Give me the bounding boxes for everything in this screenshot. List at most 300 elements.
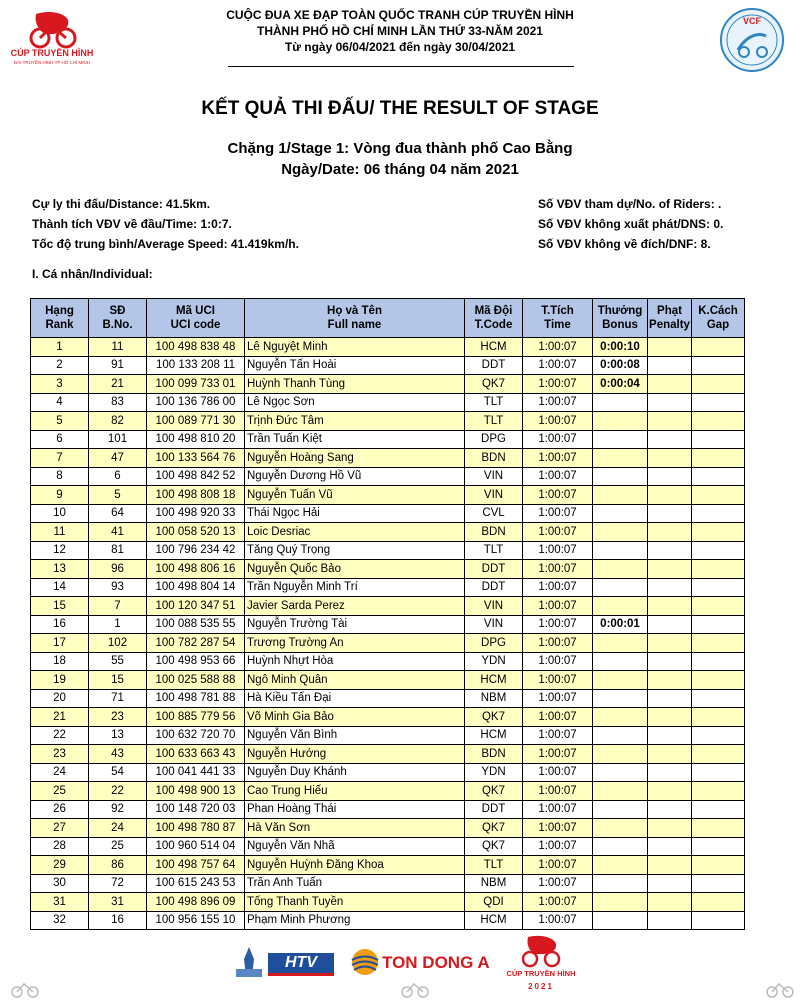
column-header-rank [31,299,89,338]
cell-rank: 28 [31,837,89,856]
cell-full-name: Trần Nguyễn Minh Trí [245,578,465,597]
ton-dong-a-globe-icon [350,947,380,982]
cell-bonus [593,800,648,819]
cell-bib-number: 43 [89,745,147,764]
table-row [31,689,745,708]
cell-gap [692,689,745,708]
table-row [31,856,745,875]
column-header-line: Gap [706,319,730,331]
cell-team-code: CVL [465,504,523,523]
cell-bonus [593,726,648,745]
cell-uci-code: 100 498 900 13 [147,782,245,801]
cell-uci-code: 100 633 663 43 [147,745,245,764]
cell-team-code: QK7 [465,819,523,838]
cell-full-name: Phan Hoàng Thái [245,800,465,819]
table-row [31,911,745,930]
cell-time: 1:00:07 [523,689,593,708]
cell-rank: 30 [31,874,89,893]
cell-bonus [593,782,648,801]
cell-team-code: QK7 [465,837,523,856]
cell-bonus: 0:00:01 [593,615,648,634]
column-header-line: Bonus [602,319,638,331]
cell-bonus: 0:00:10 [593,338,648,357]
cell-team-code: VIN [465,615,523,634]
cell-time: 1:00:07 [523,375,593,394]
cell-rank: 12 [31,541,89,560]
cell-time: 1:00:07 [523,763,593,782]
cell-team-code: VIN [465,467,523,486]
cell-uci-code: 100 498 757 64 [147,856,245,875]
cell-bib-number: 24 [89,819,147,838]
footer-sponsors [0,935,800,1000]
cell-full-name: Hà Văn Sơn [245,819,465,838]
cell-rank: 19 [31,671,89,690]
cell-bonus [593,671,648,690]
cup-truyen-hinh-logo [6,10,98,68]
cell-full-name: Trịnh Đức Tâm [245,412,465,431]
column-header-gap [692,299,745,338]
cell-full-name: Nguyễn Hoàng Sang [245,449,465,468]
cell-penalty [648,652,692,671]
table-row [31,708,745,727]
cell-full-name: Cao Trung Hiếu [245,782,465,801]
cell-penalty [648,560,692,579]
cell-time: 1:00:07 [523,541,593,560]
cell-bonus: 0:00:04 [593,375,648,394]
race-info-right [538,194,723,254]
cell-penalty [648,726,692,745]
cell-gap [692,800,745,819]
cell-rank: 7 [31,449,89,468]
column-header-penalty [648,299,692,338]
left-logo-text: CÚP TRUYỀN HÌNH [10,48,94,58]
cell-bonus [593,449,648,468]
cell-full-name: Lê Ngọc Sơn [245,393,465,412]
cell-uci-code: 100 498 810 20 [147,430,245,449]
cell-bonus [593,652,648,671]
cell-team-code: QK7 [465,782,523,801]
cell-rank: 26 [31,800,89,819]
cell-time: 1:00:07 [523,652,593,671]
riders-count-text: Số VĐV tham dự/No. of Riders: . [538,197,722,211]
cell-bib-number: 55 [89,652,147,671]
cell-full-name: Nguyễn Tấn Hoài [245,356,465,375]
column-header-line: Rank [45,319,74,331]
cell-gap [692,819,745,838]
cell-gap [692,652,745,671]
table-row [31,837,745,856]
table-row [31,726,745,745]
cell-full-name: Võ Minh Gia Bảo [245,708,465,727]
cell-bonus [593,819,648,838]
cell-time: 1:00:07 [523,782,593,801]
cell-team-code: TLT [465,412,523,431]
cell-rank: 8 [31,467,89,486]
cell-bonus [593,486,648,505]
cell-uci-code: 100 632 720 70 [147,726,245,745]
cell-rank: 31 [31,893,89,912]
cell-penalty [648,486,692,505]
cell-penalty [648,819,692,838]
cell-rank: 5 [31,412,89,431]
cell-penalty [648,412,692,431]
cell-gap [692,430,745,449]
cell-time: 1:00:07 [523,430,593,449]
cell-bonus [593,708,648,727]
cell-time: 1:00:07 [523,856,593,875]
cell-bonus [593,893,648,912]
column-header-uci-code [147,299,245,338]
left-logo-subtext: ĐÀI TRUYỀN HÌNH TP HỒ CHÍ MINH [13,60,90,65]
cell-penalty [648,782,692,801]
cell-rank: 20 [31,689,89,708]
cell-team-code: TLT [465,393,523,412]
table-row [31,671,745,690]
cell-gap [692,578,745,597]
cell-uci-code: 100 089 771 30 [147,412,245,431]
cell-rank: 1 [31,338,89,357]
cell-uci-code: 100 498 806 16 [147,560,245,579]
cell-penalty [648,597,692,616]
cell-rank: 16 [31,615,89,634]
table-row [31,893,745,912]
cell-time: 1:00:07 [523,523,593,542]
table-row [31,652,745,671]
cell-bib-number: 5 [89,486,147,505]
cell-gap [692,412,745,431]
cell-full-name: Nguyễn Văn Bình [245,726,465,745]
section-title: I. Cá nhân/Individual: [32,267,153,281]
table-row [31,375,745,394]
cell-time: 1:00:07 [523,726,593,745]
cell-rank: 17 [31,634,89,653]
cell-gap [692,467,745,486]
cell-penalty [648,615,692,634]
cell-rank: 14 [31,578,89,597]
cell-gap [692,356,745,375]
cell-gap [692,837,745,856]
column-header-line: Mã Đội [474,305,513,317]
cell-bonus [593,467,648,486]
cell-full-name: Nguyễn Trường Tài [245,615,465,634]
table-row [31,597,745,616]
cell-team-code: DDT [465,356,523,375]
cell-penalty [648,375,692,394]
cell-bonus [593,837,648,856]
cell-bib-number: 71 [89,689,147,708]
cell-bib-number: 6 [89,467,147,486]
cell-uci-code: 100 120 347 51 [147,597,245,616]
cell-rank: 6 [31,430,89,449]
column-header-line: Phạt [657,305,682,317]
cell-rank: 4 [31,393,89,412]
cell-rank: 21 [31,708,89,727]
cell-penalty [648,745,692,764]
cell-bonus [593,763,648,782]
cell-bib-number: 96 [89,560,147,579]
column-header-line: Full name [327,319,382,331]
cell-bib-number: 92 [89,800,147,819]
cell-bonus [593,393,648,412]
column-header-bib-number [89,299,147,338]
cell-penalty [648,523,692,542]
header-line-2: THÀNH PHỐ HỒ CHÍ MINH LẦN THỨ 33-NĂM 2021 [257,24,543,38]
cell-bib-number: 1 [89,615,147,634]
cell-uci-code: 100 148 720 03 [147,800,245,819]
cell-team-code: YDN [465,652,523,671]
table-header-row [31,299,745,338]
cell-time: 1:00:07 [523,800,593,819]
cell-bonus [593,745,648,764]
cell-full-name: Javier Sarda Perez [245,597,465,616]
cell-gap [692,338,745,357]
cell-bib-number: 31 [89,893,147,912]
cell-time: 1:00:07 [523,504,593,523]
cell-rank: 3 [31,375,89,394]
cell-bonus [593,430,648,449]
distance-text: Cự ly thi đấu/Distance: 41.5km. [32,197,211,211]
cell-time: 1:00:07 [523,578,593,597]
cell-penalty [648,837,692,856]
cell-rank: 27 [31,819,89,838]
cell-penalty [648,578,692,597]
table-row [31,874,745,893]
header-line-1: CUỘC ĐUA XE ĐẠP TOÀN QUỐC TRANH CÚP TRUYỀN HÌNH [226,8,574,22]
cell-bib-number: 16 [89,911,147,930]
cell-bib-number: 15 [89,671,147,690]
cell-penalty [648,911,692,930]
cell-time: 1:00:07 [523,486,593,505]
cell-gap [692,745,745,764]
cell-full-name: Tăng Quý Trọng [245,541,465,560]
cell-full-name: Hà Kiều Tấn Đại [245,689,465,708]
cell-penalty [648,708,692,727]
cell-penalty [648,504,692,523]
cell-rank: 25 [31,782,89,801]
cell-full-name: Trương Trường An [245,634,465,653]
cell-gap [692,486,745,505]
cell-full-name: Thái Ngọc Hải [245,504,465,523]
cell-bib-number: 81 [89,541,147,560]
cell-time: 1:00:07 [523,356,593,375]
cell-full-name: Nguyễn Văn Nhã [245,837,465,856]
cell-rank: 32 [31,911,89,930]
cell-penalty [648,541,692,560]
cell-bib-number: 7 [89,597,147,616]
table-row [31,782,745,801]
cell-penalty [648,689,692,708]
cell-bib-number: 23 [89,708,147,727]
cell-time: 1:00:07 [523,412,593,431]
column-header-line: Hạng [45,305,74,317]
cell-full-name: Ngô Minh Quân [245,671,465,690]
cell-bib-number: 25 [89,837,147,856]
cell-penalty [648,856,692,875]
footer-cup-year: 2021 [528,982,554,991]
cell-bib-number: 101 [89,430,147,449]
table-row [31,504,745,523]
cell-penalty [648,449,692,468]
cell-team-code: BDN [465,745,523,764]
cell-gap [692,597,745,616]
cell-full-name: Tống Thanh Tuyền [245,893,465,912]
cell-gap [692,708,745,727]
header-divider [228,66,574,67]
page-title: KẾT QUẢ THI ĐẤU/ THE RESULT OF STAGE [201,98,599,119]
cell-penalty [648,467,692,486]
cell-bonus [593,523,648,542]
cell-rank: 18 [31,652,89,671]
cell-uci-code: 100 498 896 09 [147,893,245,912]
cell-bib-number: 86 [89,856,147,875]
table-row [31,541,745,560]
cell-time: 1:00:07 [523,449,593,468]
cell-gap [692,523,745,542]
cell-rank: 22 [31,726,89,745]
cell-gap [692,874,745,893]
cell-team-code: HCM [465,338,523,357]
cell-full-name: Nguyễn Dương Hồ Vũ [245,467,465,486]
dns-count-text: Số VĐV không xuất phát/DNS: 0. [538,217,724,231]
cell-team-code: QK7 [465,375,523,394]
cell-uci-code: 100 960 514 04 [147,837,245,856]
cell-rank: 2 [31,356,89,375]
cell-uci-code: 100 498 781 88 [147,689,245,708]
cell-uci-code: 100 025 588 88 [147,671,245,690]
cell-full-name: Loic Desriac [245,523,465,542]
cup-truyen-hinh-footer-logo [506,935,576,997]
cell-uci-code: 100 615 243 53 [147,874,245,893]
cell-time: 1:00:07 [523,615,593,634]
cell-gap [692,615,745,634]
leader-time-text: Thành tích VĐV về đầu/Time: 1:0:7. [32,217,232,231]
cell-uci-code: 100 133 564 76 [147,449,245,468]
cell-bonus [593,689,648,708]
cell-bib-number: 93 [89,578,147,597]
cell-bonus [593,504,648,523]
cyclist-watermark-icon [400,979,430,1004]
cell-penalty [648,671,692,690]
cell-gap [692,911,745,930]
cell-time: 1:00:07 [523,597,593,616]
cell-penalty [648,338,692,357]
cell-bib-number: 41 [89,523,147,542]
cell-time: 1:00:07 [523,893,593,912]
cell-uci-code: 100 088 535 55 [147,615,245,634]
table-row [31,819,745,838]
cell-uci-code: 100 498 920 33 [147,504,245,523]
average-speed-text: Tốc độ trung bình/Average Speed: 41.419km/h. [32,237,299,251]
cell-team-code: DPG [465,430,523,449]
cell-full-name: Phạm Minh Phương [245,911,465,930]
cell-bonus [593,911,648,930]
cell-uci-code: 100 133 208 11 [147,356,245,375]
cell-uci-code: 100 498 953 66 [147,652,245,671]
table-row [31,523,745,542]
cell-bib-number: 21 [89,375,147,394]
cell-team-code: NBM [465,874,523,893]
cell-penalty [648,800,692,819]
cell-uci-code: 100 498 808 18 [147,486,245,505]
cell-bonus [593,541,648,560]
cell-bonus [593,597,648,616]
column-header-line: Time [544,319,571,331]
cell-penalty [648,763,692,782]
cell-uci-code: 100 796 234 42 [147,541,245,560]
column-header-line: Thưởng [597,305,643,317]
stage-title: Chặng 1/Stage 1: Vòng đua thành phố Cao Bằng [227,140,573,157]
cell-full-name: Lê Nguyệt Minh [245,338,465,357]
cell-gap [692,726,745,745]
cell-uci-code: 100 136 786 00 [147,393,245,412]
cell-full-name: Nguyễn Duy Khánh [245,763,465,782]
cell-full-name: Nguyễn Tuấn Vũ [245,486,465,505]
cell-bib-number: 54 [89,763,147,782]
column-header-team-code [465,299,523,338]
table-row [31,763,745,782]
cell-time: 1:00:07 [523,911,593,930]
cell-team-code: BDN [465,523,523,542]
htv-building-icon [232,945,266,984]
column-header-line: T.Code [474,319,513,331]
cell-team-code: VIN [465,486,523,505]
vcf-logo [718,6,786,74]
cell-bib-number: 72 [89,874,147,893]
cell-bib-number: 82 [89,412,147,431]
cell-full-name: Trần Tuấn Kiệt [245,430,465,449]
cell-team-code: QDI [465,893,523,912]
cell-bonus: 0:00:08 [593,356,648,375]
cell-full-name: Trần Anh Tuấn [245,874,465,893]
table-row [31,745,745,764]
document-header [0,0,800,80]
cell-bonus [593,634,648,653]
htv-logo: HTV [268,953,334,976]
cell-uci-code: 100 041 441 33 [147,763,245,782]
cell-time: 1:00:07 [523,338,593,357]
cell-gap [692,375,745,394]
cell-rank: 9 [31,486,89,505]
table-row [31,412,745,431]
cell-uci-code: 100 956 155 10 [147,911,245,930]
column-header-line: B.No. [102,319,133,331]
table-row [31,449,745,468]
dnf-count-text: Số VĐV không về đích/DNF: 8. [538,237,711,251]
cell-bib-number: 91 [89,356,147,375]
table-row [31,486,745,505]
cell-penalty [648,356,692,375]
results-table [30,298,745,930]
column-header-line: UCI code [170,319,221,331]
cell-gap [692,856,745,875]
column-header-line: T.Tích [541,305,574,317]
cell-rank: 15 [31,597,89,616]
cell-uci-code: 100 782 287 54 [147,634,245,653]
cell-rank: 23 [31,745,89,764]
cell-team-code: DDT [465,560,523,579]
cell-gap [692,782,745,801]
cell-time: 1:00:07 [523,467,593,486]
cell-penalty [648,393,692,412]
cell-time: 1:00:07 [523,560,593,579]
table-row [31,393,745,412]
cell-team-code: HCM [465,911,523,930]
stage-date: Ngày/Date: 06 tháng 04 năm 2021 [281,161,519,178]
cell-team-code: DPG [465,634,523,653]
cell-penalty [648,893,692,912]
cell-rank: 29 [31,856,89,875]
cell-time: 1:00:07 [523,745,593,764]
